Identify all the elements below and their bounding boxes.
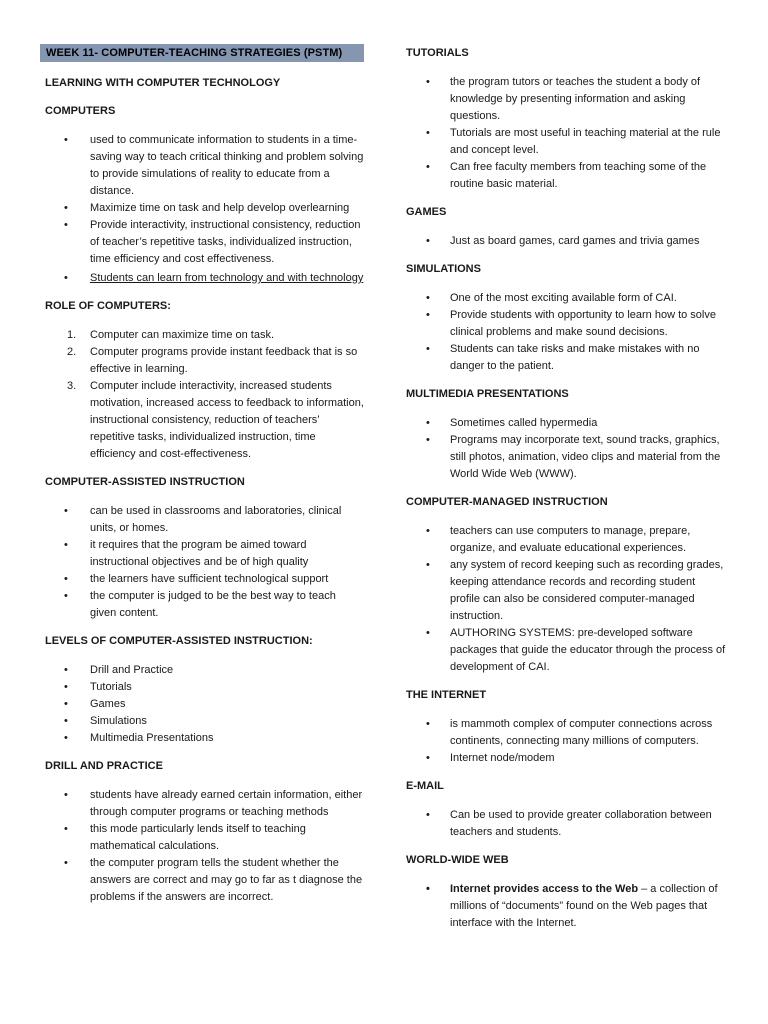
list-item: • Maximize time on task and help develop overlearning — [40, 200, 364, 217]
list-item: • it requires that the program be aimed toward instructional objectives and be of high quality — [64, 539, 309, 568]
computers-list — [40, 132, 364, 287]
games-list — [404, 233, 726, 250]
tutorials-heading: TUTORIALS — [406, 47, 469, 59]
list-item: • is mammoth complex of computer connections across continents, connecting many millions of computers. — [426, 718, 713, 747]
computers-heading: COMPUTERS — [45, 105, 116, 117]
cai-list — [40, 503, 364, 622]
role-list — [40, 327, 364, 463]
simulations-heading: SIMULATIONS — [406, 263, 481, 275]
bullet-icon: • — [426, 809, 430, 821]
cmi-heading: COMPUTER-MANAGED INSTRUCTION — [406, 496, 608, 508]
list-item: • Programs may incorporate text, sound tracks, graphics, still photos, animation, video clips and material from the World Wide Web (WWW). — [426, 434, 721, 480]
bullet-icon: • — [426, 161, 430, 173]
list-item: • any system of record keeping such as recording grades, keeping attendance records and recording student profile can also be considered computer-managed instruction. — [426, 559, 724, 622]
bullet-icon: • — [426, 883, 430, 895]
simulations-list — [404, 290, 726, 375]
list-item: • Tutorials are most useful in teaching material at the rule and concept level. — [426, 127, 721, 156]
bullet-icon: • — [426, 434, 430, 446]
bullet-icon: • — [426, 718, 430, 730]
bullet-icon: • — [64, 202, 68, 214]
list-item: • Internet provides access to the Web – a collection of millions of “documents” found on the Web pages that interface with the Internet. — [426, 883, 718, 929]
levels-list — [40, 662, 364, 747]
www-heading: WORLD-WIDE WEB — [406, 854, 509, 866]
list-item: • Sometimes called hypermedia — [404, 415, 726, 432]
role-heading: ROLE OF COMPUTERS: — [45, 300, 171, 312]
bullet-icon: • — [64, 505, 68, 517]
list-item: • students have already earned certain information, either through computer programs or teaching methods — [64, 789, 363, 818]
bullet-icon: • — [426, 627, 430, 639]
email-heading: E-MAIL — [406, 780, 444, 792]
list-item: • the program tutors or teaches the student a body of knowledge by presenting information and asking questions. — [426, 76, 701, 122]
list-number: 3. — [67, 380, 77, 392]
bullet-icon: • — [426, 752, 430, 764]
bullet-icon: • — [426, 76, 430, 88]
cmi-list — [404, 523, 726, 676]
section-heading: LEARNING WITH COMPUTER TECHNOLOGY — [45, 77, 281, 89]
bullet-icon: • — [64, 823, 68, 835]
list-item: 1. Computer can maximize time on task. — [40, 327, 364, 344]
list-item: • the computer program tells the student whether the answers are correct and may go to far as t diagnose the problems if the answers are incorrect. — [64, 857, 363, 903]
underlined-text: Students can learn from technology and with technology — [90, 272, 364, 284]
bold-lead-text: Internet provides access to the Web — [450, 883, 639, 895]
list-item — [40, 270, 364, 287]
drill-heading: DRILL AND PRACTICE — [45, 760, 163, 772]
bullet-icon: • — [64, 539, 68, 551]
multimedia-heading: MULTIMEDIA PRESENTATIONS — [406, 388, 569, 400]
list-item: • One of the most exciting available form of CAI. — [404, 290, 726, 307]
list-item: • the computer is judged to be the best way to teach given content. — [64, 590, 336, 619]
email-list — [404, 807, 726, 841]
bullet-icon: • — [426, 292, 430, 304]
bullet-icon: • — [426, 417, 430, 429]
list-item: • can be used in classrooms and laboratories, clinical units, or homes. — [64, 505, 342, 534]
list-item: • Can be used to provide greater collaboration between teachers and students. — [426, 809, 712, 838]
list-item: • Multimedia Presentations — [40, 730, 364, 747]
tutorials-list — [404, 74, 726, 193]
bullet-icon: • — [426, 235, 430, 247]
list-item: • Tutorials — [40, 679, 364, 696]
bullet-icon: • — [64, 789, 68, 801]
list-item: 3. Computer include interactivity, increased students motivation, increased access to feedback to information, instructional consistency, reduction of teachers’ repetitive tasks, individualized instruction, time efficiency and cost-effectiveness. — [67, 380, 364, 460]
list-item: • teachers can use computers to manage, prepare, organize, and evaluate educational experiences. — [426, 525, 691, 554]
list-item: • Just as board games, card games and trivia games — [404, 233, 726, 250]
list-item: • Can free faculty members from teaching some of the routine basic material. — [426, 161, 707, 190]
bullet-icon: • — [426, 525, 430, 537]
bullet-icon: • — [426, 559, 430, 571]
www-list — [404, 881, 726, 932]
list-item: • used to communicate information to students in a time-saving way to teach critical thinking and problem solving to provide simulations of reality to educate from a distance. — [64, 134, 364, 197]
levels-heading: LEVELS OF COMPUTER-ASSISTED INSTRUCTION: — [45, 635, 313, 647]
page-title: WEEK 11- COMPUTER-TEACHING STRATEGIES (PSTM) — [40, 44, 364, 62]
bullet-icon: • — [64, 681, 68, 693]
list-item: • this mode particularly lends itself to teaching mathematical calculations. — [64, 823, 306, 852]
list-item: • AUTHORING SYSTEMS: pre-developed software packages that guide the educator through the process of development of CAI. — [426, 627, 726, 673]
bullet-icon: • — [64, 664, 68, 676]
list-item: • Internet node/modem — [404, 750, 726, 767]
list-item: • Students can take risks and make mistakes with no danger to the patient. — [426, 343, 700, 372]
drill-list — [40, 787, 364, 906]
list-item: • Drill and Practice — [40, 662, 364, 679]
list-item: • the learners have sufficient technological support — [40, 571, 364, 588]
bullet-icon: • — [426, 309, 430, 321]
list-item: • Provide interactivity, instructional consistency, reduction of teacher’s repetitive tasks, individualized instruction, time efficiency and cost effectiveness. — [64, 219, 361, 265]
bullet-icon: • — [64, 219, 68, 231]
bullet-icon: • — [64, 698, 68, 710]
bullet-icon: • — [426, 127, 430, 139]
multimedia-list — [404, 415, 726, 483]
bullet-icon: • — [64, 272, 68, 284]
bullet-icon: • — [64, 732, 68, 744]
bullet-icon: • — [64, 715, 68, 727]
internet-list — [404, 716, 726, 767]
list-number: 1. — [67, 329, 77, 341]
bullet-icon: • — [64, 590, 68, 602]
games-heading: GAMES — [406, 206, 447, 218]
list-item: 2. Computer programs provide instant feedback that is so effective in learning. — [67, 346, 358, 375]
bullet-icon: • — [64, 134, 68, 146]
list-item: • Provide students with opportunity to learn how to solve clinical problems and make sound decisions. — [426, 309, 716, 338]
bullet-icon: • — [64, 573, 68, 585]
bullet-icon: • — [64, 857, 68, 869]
cai-heading: COMPUTER-ASSISTED INSTRUCTION — [45, 476, 245, 488]
list-item: • Games — [40, 696, 364, 713]
internet-heading: THE INTERNET — [406, 689, 487, 701]
right-column — [404, 44, 726, 944]
left-column — [40, 44, 364, 918]
list-number: 2. — [67, 346, 77, 358]
list-item: • Simulations — [40, 713, 364, 730]
bullet-icon: • — [426, 343, 430, 355]
